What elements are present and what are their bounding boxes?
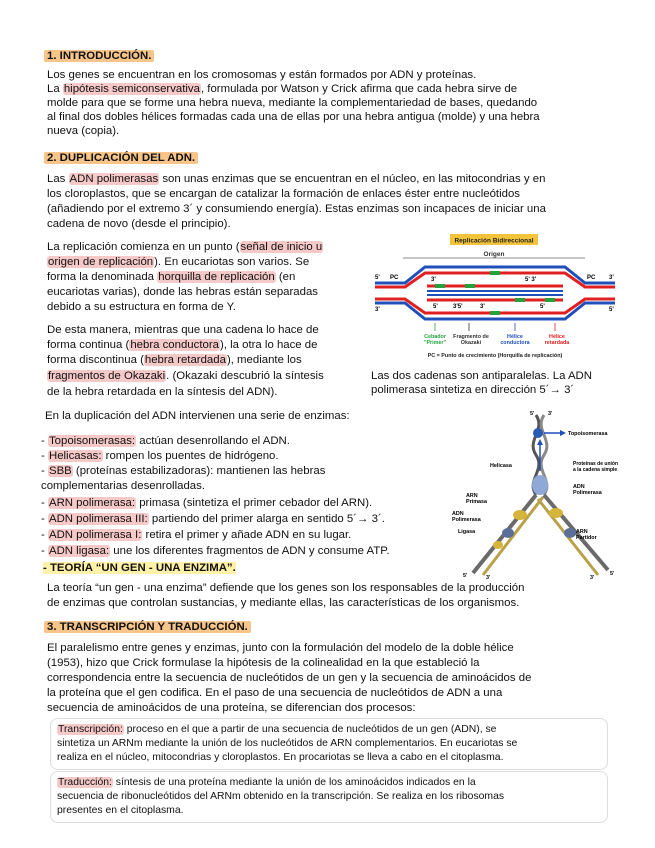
- s2-p3-line-3: [47, 354, 302, 368]
- s3-line-4: la proteína que el gen codifica. En el paso de una secuencia de nucleótidos de ADN a una: [47, 687, 503, 699]
- s2-p1-line-3: (añadiendo por el extremo 3´ y consumiendo energía). Estas enzimas son incapaces de iniciar una: [47, 203, 546, 215]
- text: ), la otra lo hace de: [219, 339, 318, 351]
- arrow-head: [560, 430, 566, 436]
- s1-line-2: [47, 83, 517, 97]
- enzyme-name: ADN polimerasa I:: [48, 529, 142, 541]
- s2-p2-line-4: eucariotas varias), donde las hebras están separadas: [47, 286, 319, 298]
- label-53: 5' 3': [525, 277, 537, 283]
- label-retardada: Hélice retardada: [544, 334, 570, 346]
- text: forma discontinua (: [47, 354, 144, 366]
- label-3prime-bl: 3': [486, 575, 491, 580]
- term-transcripcion: Transcripción:: [58, 724, 123, 735]
- traduccion-line-3: presentes en el citoplasma.: [57, 805, 184, 816]
- label-3prime-top: 3': [548, 411, 553, 417]
- text: Las: [47, 173, 69, 185]
- text: . (Okazaki descubrió la síntesis: [166, 370, 324, 382]
- teoria-title: - TEORÍA “UN GEN - UNA ENZIMA”.: [43, 562, 236, 574]
- text: síntesis de una proteína mediante la unión de los aminoácidos indicados en la: [112, 777, 476, 788]
- term-traduccion: Traducción:: [58, 777, 112, 788]
- primer-mark: [490, 311, 500, 315]
- s3-line-2: (1953), hizo que Crick formulase la hipótesis de la colinealidad en la que estableció la: [47, 657, 480, 669]
- s3-line-5: secuencia de aminoácidos de una proteína, se diferencian dos procesos:: [47, 702, 416, 714]
- primer-mark: [515, 298, 525, 302]
- section-2-heading: [44, 152, 198, 166]
- enzyme-item: - ADN polimerasa III: partiendo del primer alarga en sentido 5´→ 3´.: [41, 513, 385, 525]
- s2-p3-line-5: de la hebra retardada en la síntesis del ADN).: [47, 386, 278, 398]
- text: proceso en el que a partir de una secuencia de nucleótidos de un gen (ADN), se: [123, 724, 497, 735]
- term-senal-inicio: señal de inicio u: [240, 241, 323, 253]
- section-1-heading: [44, 50, 154, 64]
- s2-p2-line-5: debido a su estructura en forma de Y.: [47, 301, 236, 313]
- s2-p2-line-1: [47, 241, 323, 255]
- primer-mark: [545, 298, 555, 302]
- s2-p1-line-4: cadena de novo (desde el principio).: [47, 218, 231, 230]
- label-5prime-mid: 5': [433, 304, 438, 310]
- enzyme-desc: une los diferentes fragmentos de ADN y consume ATP.: [110, 545, 390, 557]
- label-proteinas: Proteínas de unión a la cadena simple: [573, 461, 619, 473]
- teoria-line-1: La teoría “un gen - una enzima” defiende que los genes son los responsables de la producción: [47, 582, 525, 594]
- text: son unas enzimas que se encuentran en el núcleo, en las mitocondrias y en: [159, 173, 546, 185]
- polimerasa-blob: [549, 508, 563, 518]
- text: ). En eucariotas son varios. Se: [154, 256, 310, 268]
- s2-p3-line-1: De esta manera, mientras que una cadena lo hace de: [47, 324, 319, 336]
- label-pc-right: PC: [587, 275, 596, 281]
- topoisomerase-blob: [533, 428, 543, 438]
- section-3-heading: [44, 621, 251, 635]
- s1-line-4: al final dos dobles hélices formadas cada una de ellas por una hebra antigua (molde) y una hebra: [47, 111, 540, 123]
- s1-line-1: Los genes se encuentran en los cromosomas y están formados por ADN y proteínas.: [47, 69, 477, 81]
- enzyme-item: - SBB (proteínas estabilizadoras): mantienen las hebras: [41, 465, 326, 477]
- enzyme-desc: (proteínas estabilizadoras): mantienen las hebras: [72, 465, 326, 477]
- primer-mark: [490, 271, 500, 275]
- term-adn-polimerasas: ADN polimerasas: [69, 173, 159, 185]
- primer-mark: [465, 284, 475, 288]
- enzyme-name: Topoisomerasas:: [48, 435, 136, 447]
- label-5prime: 5': [375, 275, 380, 281]
- label-helicasa: Helicasa: [490, 463, 512, 469]
- term-okazaki: fragmentos de Okazaki: [48, 370, 166, 382]
- label-5prime-bl: 5': [463, 573, 468, 579]
- text: ), mediante los: [226, 354, 302, 366]
- term-hipotesis: hipótesis semiconservativa: [63, 83, 200, 95]
- enzyme-name: ARN polimerasa:: [48, 497, 136, 509]
- text: forma la denominada: [47, 271, 158, 283]
- figure-caption-2: polimerasa sintetiza en dirección 5´→ 3´: [371, 384, 575, 396]
- text: La replicación comienza en un punto (: [47, 241, 240, 253]
- enzyme-name: SBB: [48, 465, 72, 477]
- label-okazaki: Fragmento de Okazaki: [453, 334, 489, 346]
- enzyme-desc: primasa (sintetiza el primer cebador del ARN).: [136, 497, 373, 509]
- enzyme-item: - Topoisomerasas: actúan desenrollando el ADN.: [41, 435, 290, 447]
- enzyme-name: ADN ligasa:: [48, 545, 110, 557]
- enzyme-item: - ARN polimerasa: primasa (sintetiza el primer cebador del ARN).: [41, 497, 373, 509]
- label-5prime-br: 5': [610, 571, 615, 577]
- label-arn-primasa: ARN Primasa: [466, 493, 487, 505]
- label-5prime-r: 5': [540, 304, 545, 310]
- label-conductora: Hélice conductora: [500, 334, 530, 346]
- enzyme-name: Helicasas:: [48, 450, 102, 462]
- teoria-line-2: de enzimas que controlan sustancias, y mediante ellas, las características de los organismos.: [47, 597, 520, 609]
- term-hebra-conductora: hebra conductora: [130, 339, 219, 351]
- enzyme-item: - ADN polimerasa I: retira el primer y añade ADN en su lugar.: [41, 529, 352, 541]
- label-cebador: Cebador "Primer": [423, 334, 447, 346]
- label-adn-polimerasa: ADN Polimerasa: [573, 484, 602, 496]
- heading-text: 2. DUPLICACIÓN DEL ADN.: [44, 152, 198, 164]
- polimerasa2-blob: [502, 528, 514, 538]
- primasa-blob: [513, 510, 527, 520]
- s2-p2-line-3: [47, 271, 295, 285]
- helicase-blob: [532, 475, 548, 495]
- s2-p3-line-4: [47, 370, 324, 384]
- s1-line-5: nueva (copia).: [47, 125, 120, 137]
- label-3prime-br: 3': [590, 575, 595, 580]
- label-adn-polimerasa-2: ADN Polimerasa: [452, 511, 481, 523]
- figure-caption-1: Las dos cadenas son antiparalelas. La ADN: [371, 370, 592, 382]
- text: La: [47, 83, 63, 95]
- term-hebra-retardada: hebra retardada: [144, 354, 226, 366]
- s2-p2-line-2: [47, 256, 309, 270]
- s2-p3-line-2: [47, 339, 317, 353]
- transcripcion-line-3: realiza en el núcleo, mitocondrias y cloroplastos. En procariotas se lleva a cabo en el citoplasma.: [57, 752, 504, 763]
- s1-line-3: molde para que se forme una hebra nueva, mediante la complementariedad de bases, quedando: [47, 97, 538, 109]
- ligasa-blob: [493, 541, 503, 549]
- traduccion-line-1: [57, 777, 476, 790]
- enzymes-intro: En la duplicación del ADN intervienen una serie de enzimas:: [45, 410, 350, 422]
- traduccion-line-2: secuencia de ribonucleótidos del ARNm obtenido en la transcripción. Se realiza en los ribosomas: [57, 791, 505, 802]
- enzyme-desc: retira el primer y añade ADN en su lugar.: [142, 529, 352, 541]
- enzyme-desc: actúan desenrollando el ADN.: [136, 435, 290, 447]
- enzyme-item: - Helicasas: rompen los puentes de hidrógeno.: [41, 450, 279, 462]
- label-5prime-top: 5': [530, 411, 535, 417]
- enzyme-item-cont: complementarias desenrolladas.: [41, 480, 205, 492]
- enzyme-desc: partiendo del primer alarga en sentido 5´→ 3´.: [148, 513, 385, 525]
- replication-fork-figure: [448, 405, 623, 580]
- term-horquilla: horquilla de replicación: [158, 271, 275, 283]
- primer-mark: [435, 284, 445, 288]
- transcripcion-line-1: [57, 724, 496, 737]
- text: forma continua (: [47, 339, 130, 351]
- partidor-blob: [564, 528, 576, 538]
- s3-line-3: correspondencia entre la secuencia de nucleótidos de un gen y la secuencia de aminoácidos de: [47, 672, 532, 684]
- s3-line-1: El paralelismo entre genes y enzimas, junto con la formulación del modelo de la doble hélice: [47, 642, 514, 654]
- origin-label: Origen: [483, 251, 505, 258]
- label-3prime-mid: 3': [480, 304, 485, 310]
- label-arn-partidor: ARN Partidor: [576, 529, 597, 541]
- replication-figure: [365, 231, 625, 365]
- label-ligasa: Ligasa: [458, 529, 476, 535]
- label-3prime-right: 3': [609, 275, 614, 281]
- enzyme-item: - ADN ligasa: une los diferentes fragmentos de ADN y consume ATP.: [41, 545, 390, 557]
- enzyme-desc: rompen los puentes de hidrógeno.: [102, 450, 279, 462]
- term-origen: origen de replicación: [48, 256, 154, 268]
- label-3prime: 3': [375, 307, 380, 313]
- label-pc-left: PC: [390, 275, 399, 281]
- label-3prime-in: 3': [431, 277, 436, 283]
- heading-text: 3. TRANSCRIPCIÓN Y TRADUCCIÓN.: [44, 621, 251, 633]
- s2-p1-line-1: [47, 173, 545, 187]
- figure-footer: PC = Punto de crecimiento (Horquilla de replicación): [427, 353, 563, 359]
- heading-text: 1. INTRODUCCIÓN.: [44, 50, 154, 62]
- teoria-heading: [43, 562, 236, 576]
- enzyme-name: ADN polimerasa III:: [48, 513, 148, 525]
- label-topoisomerasa: Topoisomerasa: [568, 431, 608, 437]
- s2-p1-line-2: los cloroplastos, que se encargan de catalizar la formación de enlaces éster entre nucleótidos: [47, 188, 520, 200]
- transcripcion-line-2: sintetiza un ARNm mediante la unión de los nucleótidos de ARN complementarios. En eucariotas se: [57, 738, 518, 749]
- figure-title: Replicación Bidireccional: [454, 237, 534, 245]
- text: (en: [275, 271, 296, 283]
- text: , formulada por Watson y Crick afirma que cada hebra sirve de: [200, 83, 518, 95]
- label-5prime-right: 5': [609, 307, 614, 313]
- label-35: 3'5': [453, 304, 463, 310]
- arrow-head: [537, 439, 543, 445]
